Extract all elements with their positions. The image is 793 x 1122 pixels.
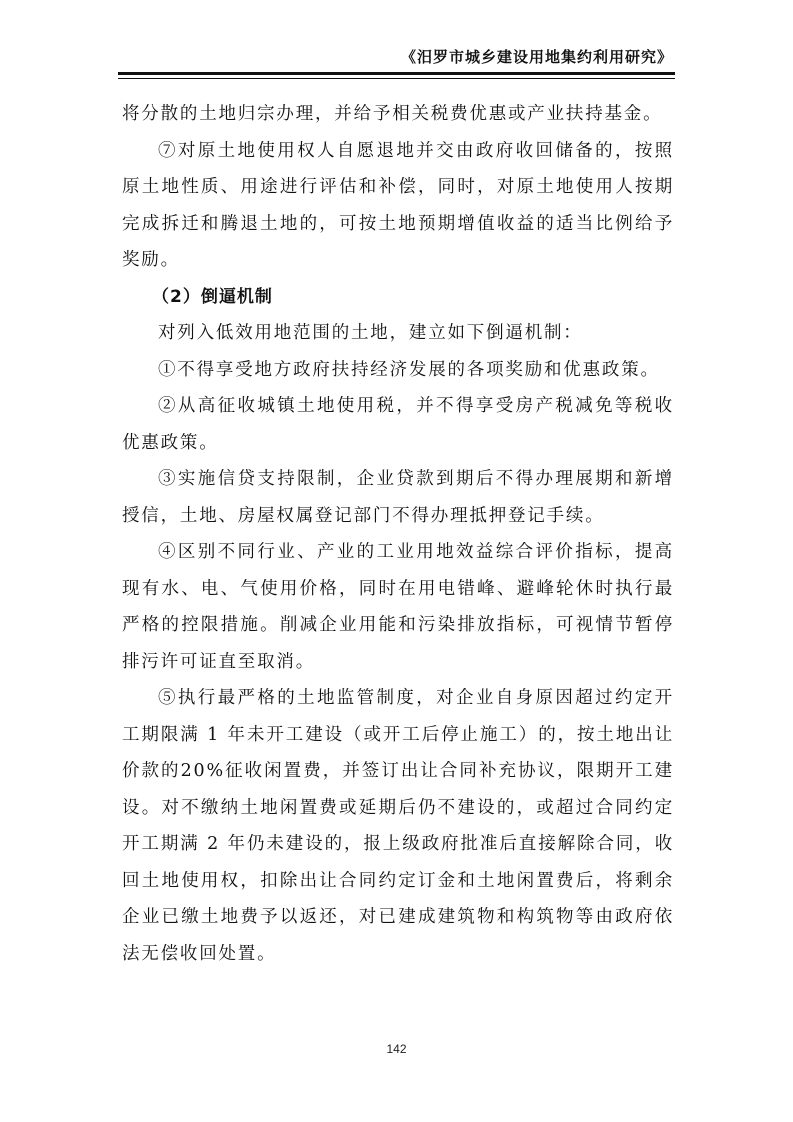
paragraph-item-1: ①不得享受地方政府扶持经济发展的各项奖励和优惠政策。 — [158, 359, 660, 380]
header-rule-thick — [118, 72, 675, 75]
paragraph-item-5: ⑤执行最严格的土地监管制度，对企业自身原因超过约定开工期限满 1 年未开工建设（或开工后停止施工）的，按土地出让价款的20%征收闲置费，并签订出让合同补充协议，限期开工建设。对不缴纳土地闲置费或延期后仍不建设的，或超过合同约定开工期满 2 年仍未建设的，报上级政府批准后直接解除合同，收回土地使用权，扣除出让合同约定订金和土地闲置费后，将剩余企业已缴土地费予以返还，对已建成建筑物和构筑物等由政府依法无偿收回处置。 — [122, 688, 674, 964]
paragraph-continuation: 将分散的土地归宗办理，并给予相关税费优惠或产业扶持基金。 — [122, 104, 663, 124]
document-title: 《汨罗市城乡建设用地集约利用研究》 — [400, 48, 673, 66]
paragraph-item-3: ③实施信贷支持限制，企业贷款到期后不得办理展期和新增授信，土地、房屋权属登记部门不得办理抵押登记手续。 — [122, 469, 674, 526]
header-rule-thin — [118, 78, 675, 79]
paragraph-item-7: ⑦对原土地使用权人自愿退地并交由政府收回储备的，按照原土地性质、用途进行评估和补偿，同时，对原土地使用人按期完成拆迁和腾退土地的，可按土地预期增值收益的适当比例给予奖励。 — [122, 140, 674, 270]
paragraph-item-2: ②从高征收城镇土地使用税，并不得享受房产税减免等税收优惠政策。 — [122, 396, 674, 453]
paragraph-item-4: ④区别不同行业、产业的工业用地效益综合评价指标，提高现有水、电、气使用价格，同时在用电错峰、避峰轮休时执行最严格的控限措施。削减企业用能和污染排放指标，可视情节暂停排污许可证直至取消。 — [122, 542, 674, 672]
page-body — [122, 96, 674, 972]
paragraph-intro: 对列入低效用地范围的土地，建立如下倒逼机制： — [158, 323, 583, 343]
section-heading: （2）倒逼机制 — [152, 286, 273, 307]
page-number: 142 — [386, 1042, 407, 1056]
